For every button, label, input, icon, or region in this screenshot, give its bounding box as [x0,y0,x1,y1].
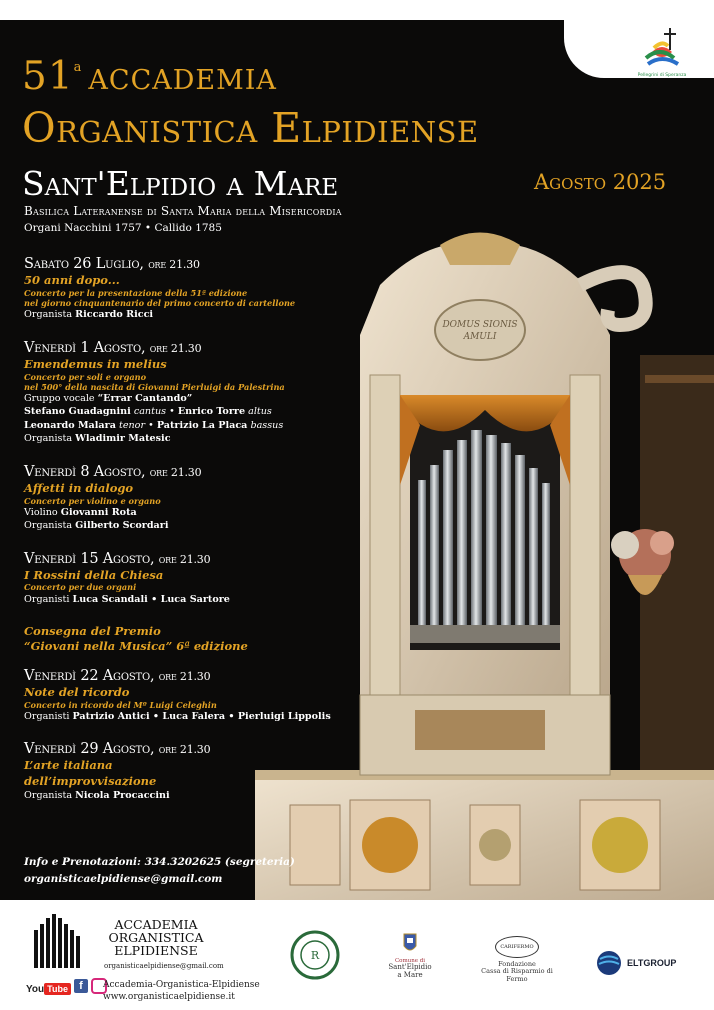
performer-name: Enrico Torre [177,406,246,418]
event [24,551,324,606]
performer-role-label: Organista [24,520,76,532]
event [24,256,324,322]
accademia-logo-icon [30,910,82,970]
performer-line [24,308,324,321]
event-subtitle: Concerto per due organi [24,582,137,593]
footer-name-line: ELPIDIENSE [114,943,198,959]
performer-name: Stefano Guadagnini [24,406,131,418]
performer-voice: altus [245,406,272,418]
footer-name-line: ORGANISTICA [108,930,204,946]
fondazione-text-2: Cassa di Risparmio di Fermo [481,967,553,983]
performer-name: Riccardo Ricci [75,309,154,321]
event-date-text: Venerdì 15 Agosto [24,550,150,567]
info-phone: Info e Prenotazioni: 334.3202625 (segreteria) [24,856,295,868]
performer-name: Leonardo Malara [24,419,116,431]
footer-email[interactable]: organisticaelpidiense@gmail.com [104,962,224,970]
comune-text-1: Comune di [394,958,426,964]
event-time: ore 21.30 [149,341,202,355]
event-title: I Rossini della Chiesa [24,567,164,582]
premio-line: “Giovani nella Musica” 6ª edizione [24,639,248,653]
comune-text-2: Sant'Elpidio [388,963,432,972]
premio-block [24,624,324,654]
event-date: Venerdì 22 Agosto, ore 21.30 [24,667,211,684]
event-date: Venerdì 8 Agosto, ore 21.30 [24,463,202,480]
separator: • [145,419,157,431]
event [24,741,324,802]
youtube-icon[interactable] [26,977,71,996]
performer-name: Giovanni Rota [60,506,137,518]
title-line-2: Organistica Elpidiense [22,104,479,152]
performer-line [24,519,324,532]
performer-line [24,789,324,802]
jubilee-logo [632,22,692,80]
jubilee-logo-text: Pellegrini di Speranza [637,73,687,78]
footer-accademia-name [104,918,208,957]
fondazione-text-1: Fondazione [498,960,536,968]
event [24,340,324,446]
eltgroup-text: ELTGROUP [627,958,677,968]
event-list [24,256,331,820]
eltgroup-globe-icon [596,950,622,976]
title-line-1 [22,54,277,99]
performer-name: Nicola Procaccini [75,790,170,801]
event-time: ore 21.30 [158,669,211,683]
city: Sant'Elpidio a Mare [22,164,339,203]
info-email[interactable]: organisticaelpidiense@gmail.com [24,872,223,885]
event-date: Venerdì 15 Agosto, ore 21.30 [24,550,211,567]
event [24,667,331,723]
event-title: Affetti in dialogo [24,480,134,495]
event-title: Emendemus in melius [24,356,167,371]
performer-role-label: Violino [24,506,61,518]
youtube-you: You [26,983,45,995]
title-accademia: accademia [88,54,277,99]
comune-logo [382,932,438,979]
organ-inscription-bottom: AMULI [463,332,497,342]
event-time: ore 21.30 [158,552,211,566]
top-right-corner [564,20,714,78]
social-icons [26,978,107,994]
consiglio-regionale-logo [290,930,340,984]
event-time: ore 21.30 [149,465,202,479]
performer-line [24,432,324,445]
event-title: 50 anni dopo... [24,273,120,287]
performer-role-label: Gruppo vocale [24,393,98,405]
organ-inscription-top: DOMUS SIONIS [442,320,518,330]
performer-name: Patrizio La Placa [156,419,248,431]
footer [0,900,714,1010]
performer-role-label: Organista [24,433,76,445]
performer-line [24,405,324,418]
comune-crest-icon [382,932,438,954]
event-date-text: Venerdì 8 Agosto [24,463,141,480]
festival-date: Agosto 2025 [534,170,667,194]
info-block [24,854,295,888]
event-date-text: Sabato 26 Luglio [24,256,140,272]
event-title: Note del ricordo [24,684,130,699]
performer-line [24,710,331,723]
edition-number: 51 [22,54,74,99]
venue: Basilica Lateranense di Santa Maria della Misericordia [24,204,342,218]
event-date-text: Venerdì 22 Agosto [24,667,150,684]
social-handle[interactable]: Accademia-Organistica-Elpidiense [103,980,260,990]
performer-name: “Errar Cantando” [97,393,193,405]
carifermo-mark: CARIFERMO [495,936,539,958]
edition-ordinal: a [73,60,83,75]
event-subtitle: Concerto per la presentazione della 51ª edizione [24,287,248,298]
event-subtitle: nel giorno cinquantenario del primo concerto di cartellone [24,298,296,309]
event-date: Venerdì 29 Agosto, ore 21.30 [24,741,211,758]
event [24,464,324,533]
performer-line [24,392,324,405]
event-subtitle: nel 500° della nascita di Giovanni Pierluigi da Palestrina [24,381,285,392]
youtube-tube: Tube [44,983,71,995]
eltgroup-logo [596,950,676,976]
svg-text:R: R [310,949,320,962]
event-time: ore 21.30 [158,743,211,757]
separator: • [166,406,178,418]
performer-voice: cantus [130,406,167,418]
performer-line [24,419,324,432]
event-date: Venerdì 1 Agosto, ore 21.30 [24,339,202,356]
footer-name-line: ACCADEMIA [114,917,198,932]
consiglio-seal-icon [290,930,340,980]
event-date: Sabato 26 Luglio, ore 21.30 [24,256,200,272]
event-title: L’arte italiana [24,758,113,773]
fondazione-logo [475,936,559,983]
event-date-text: Venerdì 1 Agosto [24,339,141,356]
event-time: ore 21.30 [148,258,200,271]
performer-name: Luca Scandali • Luca Sartore [72,593,230,605]
event-title-2: dell’improvvisazione [24,774,157,789]
organs: Organi Nacchini 1757 • Callido 1785 [24,222,222,234]
performer-name: Patrizio Antici • Luca Falera • Pierluigi Lippolis [72,710,331,722]
performer-voice: bassus [247,419,284,431]
event-subtitle: Concerto per violino e organo [24,495,161,506]
performer-name: Gilberto Scordari [75,520,169,532]
performer-line [24,506,324,519]
performer-voice: tenor [115,419,146,431]
performer-role-label: Organista [24,309,76,321]
event-date-text: Venerdì 29 Agosto [24,741,150,758]
premio-line: Consegna del Premio [24,624,161,639]
event-subtitle: Concerto in ricordo del Mº Luigi Celeghin [24,699,217,710]
performer-name: Wladimir Matesic [75,433,171,445]
website-link[interactable]: www.organisticaelpidiense.it [103,992,235,1002]
poster [0,20,714,900]
performer-role-label: Organisti [24,710,73,722]
performer-line [24,593,324,606]
performer-role-label: Organista [24,790,76,801]
comune-text-3: a Mare [397,970,423,979]
performer-role-label: Organisti [24,593,73,605]
facebook-icon[interactable]: f [74,979,88,993]
event-subtitle: Concerto per soli e organo [24,371,147,382]
